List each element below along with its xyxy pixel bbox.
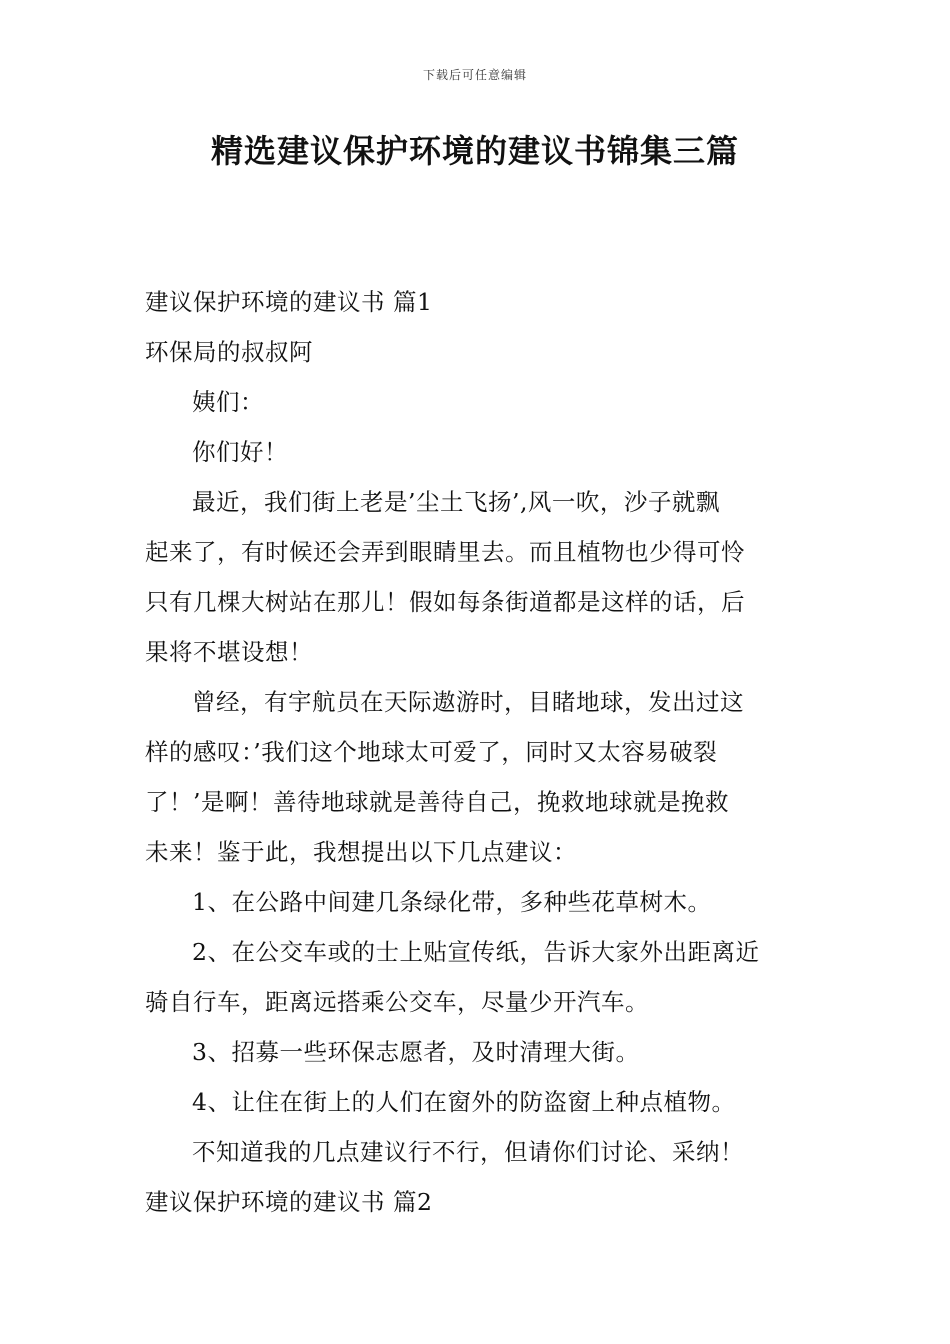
body-paragraph-1 [145,477,810,677]
section-heading-1: 建议保护环境的建议书 篇1 [145,288,433,316]
paragraph-line: 起来了，有时候还会弄到眼睛里去。而且植物也少得可怜 [145,538,745,566]
paragraph-line: 最近，我们街上老是’尘土飞扬’,风一吹，沙子就飘 [192,488,720,516]
paragraph-line: 只有几棵大树站在那儿！假如每条街道都是这样的话，后 [145,588,745,616]
suggestion-line: 4、让住在街上的人们在窗外的防盗窗上种点植物。 [192,1088,736,1116]
suggestion-item-2 [145,927,810,1027]
closing-sentence: 不知道我的几点建议行不行，但请你们讨论、采纳！ [192,1138,744,1166]
paragraph-line: 了！’是啊！善待地球就是善待自己，挽救地球就是挽救 [145,788,729,816]
document-body [145,277,810,1227]
salutation-line-2: 姨们： [192,388,264,416]
suggestion-line: 2、在公交车或的士上贴宣传纸，告诉大家外出距离近 [192,938,760,966]
suggestion-item-4 [145,1077,810,1127]
suggestion-item-1 [145,877,810,927]
header-note: 下载后可任意编辑 [422,68,527,82]
suggestion-line: 3、招募一些环保志愿者，及时清理大街。 [192,1038,640,1066]
paragraph-line: 未来！鉴于此，我想提出以下几点建议： [145,838,577,866]
suggestion-line: 骑自行车，距离远搭乘公交车，尽量少开汽车。 [145,988,649,1016]
paragraph-line: 曾经，有宇航员在天际遨游时，目睹地球，发出过这 [192,688,744,716]
salutation-line-1: 环保局的叔叔阿 [145,338,313,366]
document-title: 精选建议保护环境的建议书锦集三篇 [210,132,739,170]
paragraph-line: 样的感叹：’我们这个地球太可爱了，同时又太容易破裂 [145,738,718,766]
greeting: 你们好！ [192,438,288,466]
suggestion-item-3 [145,1027,810,1077]
suggestion-line: 1、在公路中间建几条绿化带，多种些花草树木。 [192,888,712,916]
section-heading-2: 建议保护环境的建议书 篇2 [145,1188,433,1216]
body-paragraph-2 [145,677,810,877]
paragraph-line: 果将不堪设想！ [145,638,313,666]
